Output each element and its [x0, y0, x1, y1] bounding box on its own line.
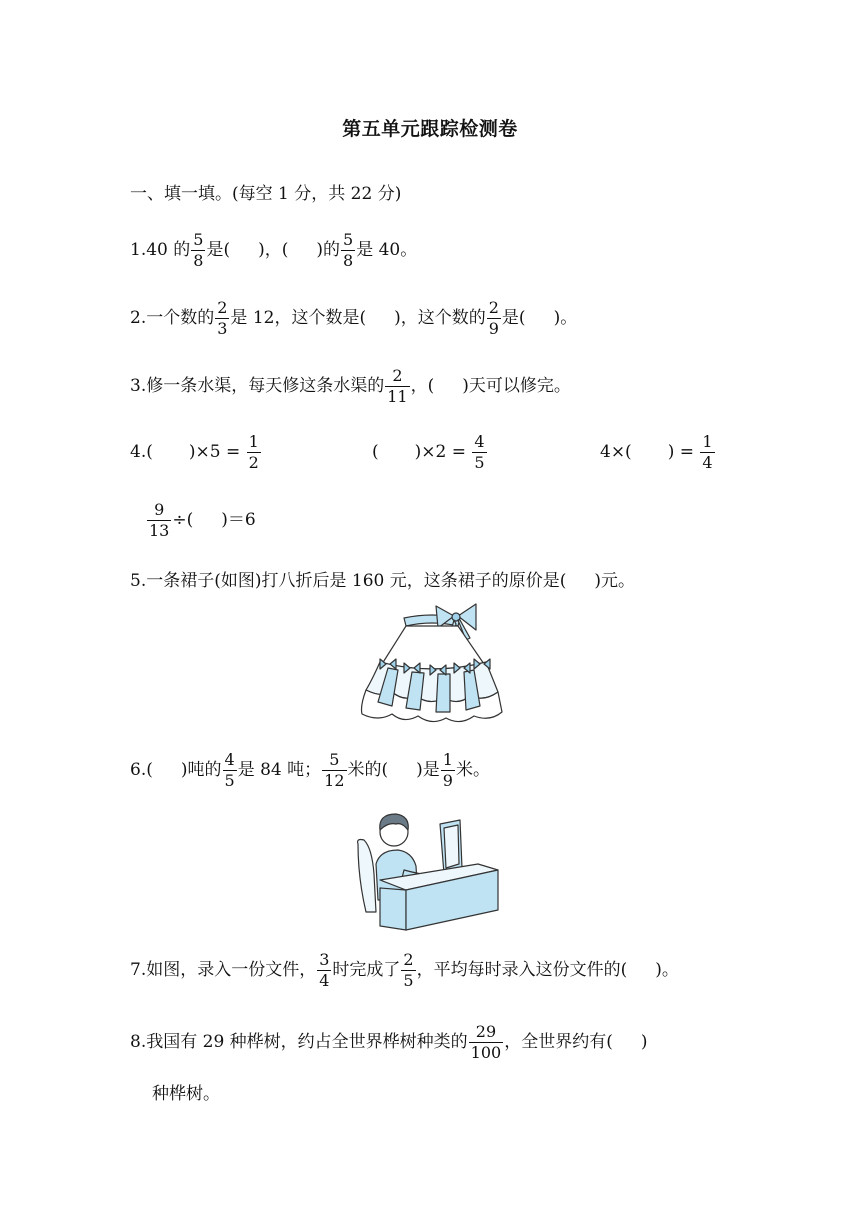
fraction: $\frac{2}{5}$	[403, 950, 414, 990]
question-5: 5.一条裙子(如图)打八折后是 160 元，这条裙子的原价是( )元。	[130, 571, 636, 591]
fraction: $\frac{2}{9}$	[488, 298, 499, 338]
question-8: 8.我国有 29 种桦树，约占全世界桦树种类的 $\frac{29}{100}$ ，全世界约有( )	[130, 1022, 648, 1062]
fraction: $\frac{9}{13}$	[149, 500, 170, 540]
fraction: $\frac{1}{4}$	[702, 432, 713, 472]
fraction: $\frac{1}{9}$	[442, 750, 453, 790]
question-7: 7.如图，录入一份文件， $\frac{3}{4}$ 时完成了 $\frac{2}{5}$ ，平均每时录入这份文件的( )。	[130, 950, 679, 990]
fraction: $\frac{4}{5}$	[224, 750, 235, 790]
page-title: 第五单元跟踪检测卷	[342, 118, 518, 140]
question-4-part-3: 4×( ) = $\frac{1}{4}$	[600, 432, 713, 472]
question-4-part-4: $\frac{9}{13}$ ÷( )＝6	[149, 500, 256, 540]
fraction: $\frac{5}{12}$	[324, 750, 345, 790]
question-2: 2.一个数的 $\frac{2}{3}$ 是 12，这个数是( )，这个数的 $\frac{2}{9}$ 是( )。	[130, 298, 578, 338]
fraction: $\frac{29}{100}$	[470, 1022, 502, 1062]
fraction: $\frac{5}{8}$	[193, 230, 204, 270]
fraction: $\frac{1}{2}$	[248, 432, 259, 472]
fraction: $\frac{5}{8}$	[343, 230, 354, 270]
boy-computer-illustration	[352, 808, 502, 932]
question-6: 6.( )吨的 $\frac{4}{5}$ 是 84 吨； $\frac{5}{12}$ 米的( )是 $\frac{1}{9}$ 米。	[130, 750, 490, 790]
skirt-illustration	[352, 602, 512, 728]
question-4-part-1: 4.( )×5 = $\frac{1}{2}$	[130, 432, 259, 472]
fraction: $\frac{4}{5}$	[474, 432, 485, 472]
question-3: 3.修一条水渠，每天修这条水渠的 $\frac{2}{11}$ ，( )天可以修完。	[130, 366, 571, 406]
question-8-line-2: 种桦树。	[152, 1084, 220, 1104]
fraction: $\frac{2}{3}$	[217, 298, 228, 338]
question-4-part-2: ( )×2 = $\frac{4}{5}$	[372, 432, 485, 472]
fraction: $\frac{2}{11}$	[387, 366, 408, 406]
section-heading: 一、填一填。(每空 1 分，共 22 分)	[130, 184, 402, 204]
question-1: 1.40 的 $\frac{5}{8}$ 是( )，( )的 $\frac{5}{8}$ 是 40。	[130, 230, 418, 270]
fraction: $\frac{3}{4}$	[319, 950, 330, 990]
